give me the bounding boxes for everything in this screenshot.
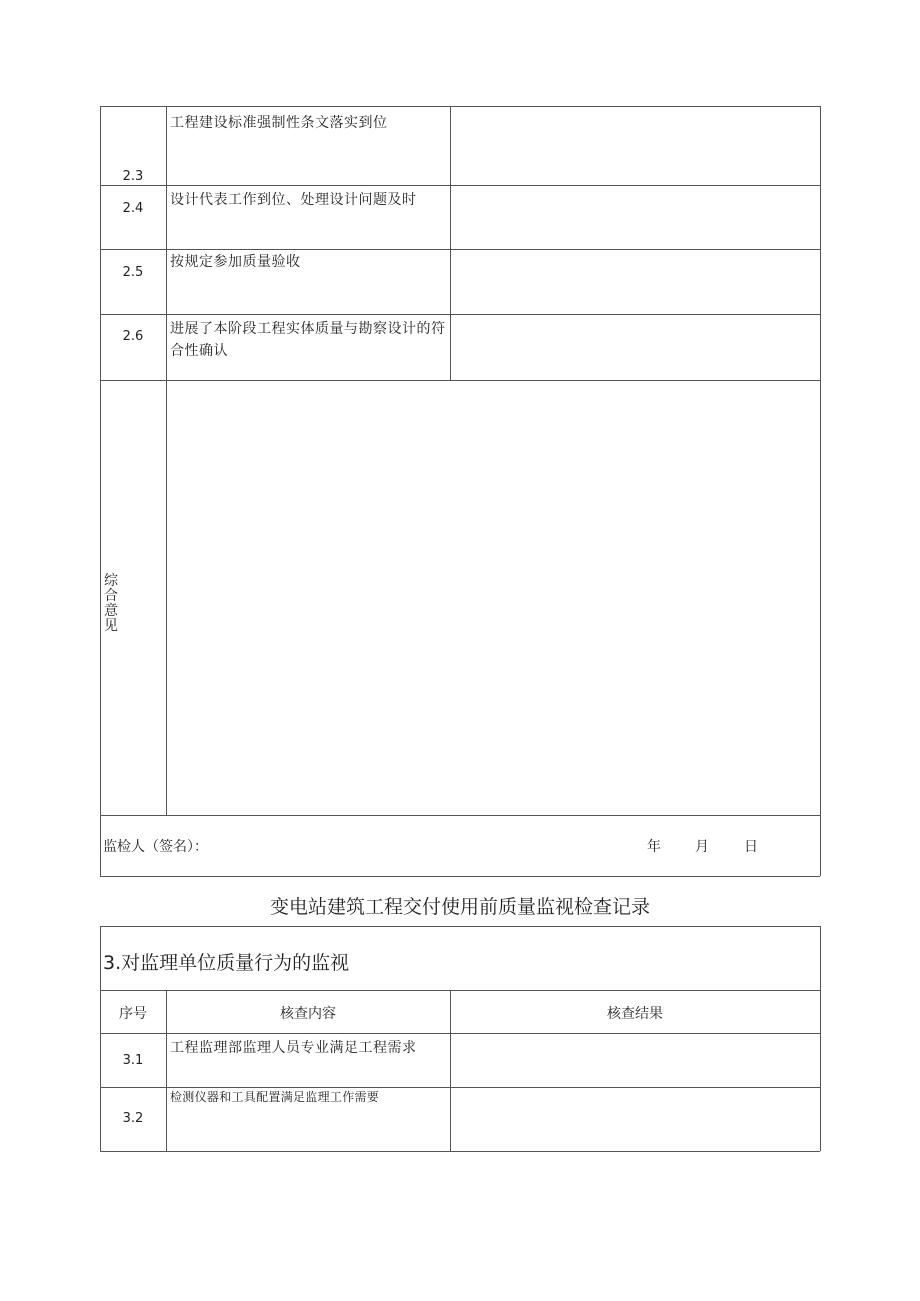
table-border-right xyxy=(820,926,821,1151)
row-content: 按规定参加质量验收 xyxy=(170,254,301,270)
row-content: 检测仪器和工具配置满足监理工作需要 xyxy=(170,1090,380,1104)
table-border-right xyxy=(820,106,821,876)
row-number: 2.6 xyxy=(122,329,144,344)
header-content: 核查内容 xyxy=(280,1006,336,1022)
table-border-bottom xyxy=(100,1151,820,1152)
row-divider xyxy=(100,185,820,186)
date-year-label: 年 xyxy=(647,839,661,855)
summary-label: 综合意见 xyxy=(104,573,118,634)
row-number: 2.5 xyxy=(122,265,144,280)
header-number: 序号 xyxy=(119,1006,147,1022)
row-divider xyxy=(100,815,820,816)
form-title: 变电站建筑工程交付使用前质量监视检查记录 xyxy=(269,896,650,918)
header-result: 核查结果 xyxy=(607,1006,663,1022)
row-content: 工程监理部监理人员专业满足工程需求 xyxy=(170,1040,417,1056)
table-border-bottom xyxy=(100,876,820,877)
row-divider xyxy=(100,249,820,250)
table-border-top xyxy=(100,106,820,107)
date-month-label: 月 xyxy=(695,839,709,855)
row-content: 工程建设标准强制性条文落实到位 xyxy=(170,115,388,131)
row-number: 3.1 xyxy=(122,1053,144,1068)
table-border-top xyxy=(100,926,820,927)
row-number: 2.4 xyxy=(122,201,144,216)
row-content: 设计代表工作到位、处理设计问题及时 xyxy=(170,192,417,208)
section-title: 3.对监理单位质量行为的监视 xyxy=(103,952,350,974)
summary-opinion-area[interactable] xyxy=(167,381,819,814)
row-number: 2.3 xyxy=(122,169,144,184)
row-number: 3.2 xyxy=(122,1111,144,1126)
table-border-left xyxy=(100,106,101,876)
row-divider xyxy=(100,314,820,315)
row-divider xyxy=(100,1033,820,1034)
inspector-signature-label: 监检人（签名）： xyxy=(103,839,208,855)
row-divider xyxy=(100,990,820,991)
date-day-label: 日 xyxy=(744,839,758,855)
row-content: 进展了本阶段工程实体质量与勘察设计的符合性确认 xyxy=(170,321,446,359)
